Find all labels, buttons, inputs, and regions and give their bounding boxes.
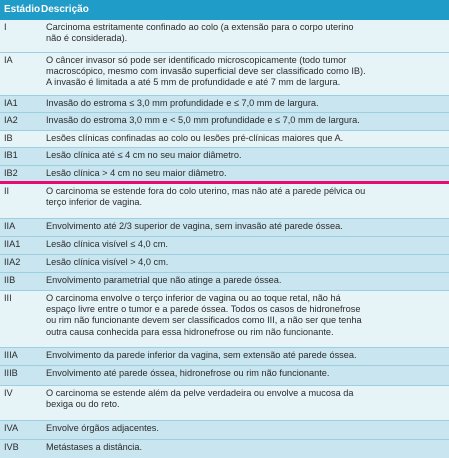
stage-code: IIA — [4, 221, 16, 231]
table-row — [0, 113, 449, 130]
stage-description: O câncer invasor só pode ser identificado microscopicamente (todo tumor macroscópico, mesmo com invasão superficial deve ser classificado como IB). A invasão é limitada a até 5 mm de profundidade e até 7 mm de largura. — [46, 55, 366, 88]
table-row — [0, 348, 449, 365]
stage-description: Lesão clínica > 4 cm no seu maior diâmetro. — [46, 168, 227, 178]
stage-description: Carcinoma estritamente confinado ao colo (a extensão para o corpo uterino não é considerada). — [46, 22, 354, 44]
header-description: Descrição — [41, 4, 89, 15]
stage-description: Lesão clínica visível > 4,0 cm. — [46, 257, 169, 267]
stage-description: Envolvimento parametrial que não atinge a parede óssea. — [46, 275, 282, 285]
stage-code: IIIB — [4, 368, 18, 378]
table-header — [0, 0, 449, 20]
stage-code: IVB — [4, 442, 19, 452]
stage-description: Lesão clínica até ≤ 4 cm no seu maior diâmetro. — [46, 150, 242, 160]
stage-code: IIA1 — [4, 239, 21, 249]
stage-description: Lesões clínicas confinadas ao colo ou lesões pré-clínicas maiores que A. — [46, 133, 344, 143]
stage-code: I — [4, 22, 7, 32]
table-row — [0, 386, 449, 420]
table-row — [0, 273, 449, 290]
stage-code: IA — [4, 55, 13, 65]
table-row — [0, 20, 449, 52]
stage-description: Lesão clínica visível ≤ 4,0 cm. — [46, 239, 168, 249]
header-stage: Estádio — [4, 4, 41, 15]
stage-code: IB1 — [4, 150, 18, 160]
table-row — [0, 291, 449, 347]
stage-code: IB2 — [4, 168, 18, 178]
table-row — [0, 131, 449, 147]
stage-code: IIB — [4, 275, 16, 285]
table-row — [0, 366, 449, 385]
stage-code: IIA2 — [4, 257, 21, 267]
table-row — [0, 166, 449, 181]
stage-code: IB — [4, 133, 13, 143]
table-row — [0, 219, 449, 236]
stage-code: IV — [4, 388, 13, 398]
table-row — [0, 255, 449, 272]
stage-code: IIIA — [4, 350, 18, 360]
stage-code: II — [4, 186, 10, 196]
stage-description: Envolvimento até 2/3 superior de vagina, sem invasão até parede óssea. — [46, 221, 343, 231]
stage-code: IA1 — [4, 98, 18, 108]
stage-description: O carcinoma se estende fora do colo uterino, mas não até a parede pélvica ou terço inferior de vagina. — [46, 186, 366, 208]
table-row — [0, 53, 449, 95]
stage-code: IA2 — [4, 115, 18, 125]
table-row — [0, 96, 449, 112]
stage-description: Metástases a distância. — [46, 442, 143, 452]
stage-code: III — [4, 293, 12, 303]
stage-description: Envolve órgãos adjacentes. — [46, 423, 159, 433]
table-row — [0, 421, 449, 439]
stage-description: O carcinoma envolve o terço inferior de vagina ou ao toque retal, não há espaço livre entre o tumor e a parede óssea. Todos os casos de hidronefrose ou rim não funcionante devem ser classificados como III, a não ser que tenha outra causa conhecida para essa hidronefrose ou rim não funcionante. — [46, 293, 362, 337]
table-row — [0, 148, 449, 165]
table-row — [0, 237, 449, 254]
stage-code: IVA — [4, 423, 19, 433]
table-row — [0, 440, 449, 458]
stage-description: Invasão do estroma 3,0 mm e < 5,0 mm profundidade e ≤ 7,0 mm de largura. — [46, 115, 360, 125]
stage-description: O carcinoma se estende além da pelve verdadeira ou envolve a mucosa da bexiga ou do reto. — [46, 388, 354, 410]
stage-description: Envolvimento até parede óssea, hidronefrose ou rim não funcionante. — [46, 368, 330, 378]
stage-description: Envolvimento da parede inferior da vagina, sem extensão até parede óssea. — [46, 350, 357, 360]
stage-description: Invasão do estroma ≤ 3,0 mm profundidade e ≤ 7,0 mm de largura. — [46, 98, 319, 108]
table-row — [0, 184, 449, 218]
